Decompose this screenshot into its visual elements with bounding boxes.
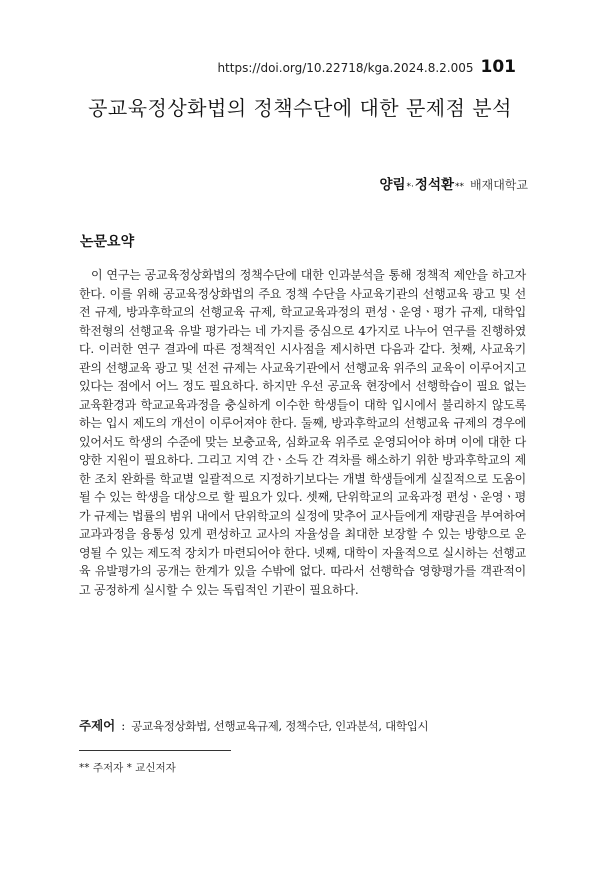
- paper-title: 공교육정상화법의 정책수단에 대한 문제점 분석: [88, 96, 512, 120]
- keywords-text: 공교육정상화법, 선행교육규제, 정책수단, 인과분석, 대학입시: [131, 719, 429, 733]
- doi-link[interactable]: https://doi.org/10.22718/kga.2024.8.2.005: [217, 61, 474, 75]
- keywords-separator: :: [121, 719, 126, 733]
- author-name-2: 정석환: [414, 177, 455, 193]
- abstract-heading: 논문요약: [80, 234, 135, 250]
- keywords-line: [79, 716, 428, 734]
- author-line: [379, 173, 528, 193]
- footnote-divider: [79, 750, 231, 751]
- author-mark-2: **: [455, 182, 465, 192]
- author-mark-1: *·: [406, 182, 414, 192]
- page-number: 101: [480, 57, 516, 77]
- keywords-label: 주제어: [79, 718, 116, 733]
- author-name-1: 양림: [379, 177, 406, 193]
- abstract-body: 이 연구는 공교육정상화법의 정책수단에 대한 인과분석을 통해 정책적 제안을 하고자 한다. 이를 위해 공교육정상화법의 주요 정책 수단을 사교육기관의 선행교육 광고 및 선전 규제, 방과후학교의 선행교육 규제, 학교교육과정의 편성ㆍ운영ㆍ평가 규제, 대학입학전형의 선행교육 유발 평가라는 네 가지를 중심으로 4가지로 나누어 연구를 진행하였다. 이러한 연구 결과에 따른 정책적인 시사점을 제시하면 다음과 같다. 첫째, 사교육기관의 선행교육 광고 및 선전 규제는 사교육기관에서 선행교육 위주의 교육이 이루어지고 있다는 점에서 어느 정도 필요하다. 하지만 우선 공교육 현장에서 선행학습이 필요 없는 교육환경과 학교교육과정을 충실하게 이수한 학생들이 대학 입시에서 불리하지 않도록 하는 입시 제도의 개선이 이루어져야 한다. 둘째, 방과후학교의 선행교육 규제의 경우에 있어서도 학생의 수준에 맞는 보충교육, 심화교육 위주로 운영되어야 하며 이에 대한 다양한 지원이 필요하다. 그리고 지역 간ㆍ소득 간 격차를 해소하기 위한 방과후학교의 제한 조치 완화를 학교별 일괄적으로 지정하기보다는 개별 학생들에게 실질적으로 도움이 될 수 있는 학생을 대상으로 할 필요가 있다. 셋째, 단위학교의 교육과정 편성ㆍ운영ㆍ평가 규제는 법률의 범위 내에서 단위학교의 실정에 맞추어 교사들에게 재량권을 부여하여 교과과정을 융통성 있게 편성하고 교사의 자율성을 최대한 보장할 수 있는 방향으로 운영될 수 있는 제도적 장치가 마련되어야 한다. 넷째, 대학이 자율적으로 실시하는 선행교육 유발평가의 공개는 한계가 있을 수밖에 없다. 따라서 선행학습 영향평가를 객관적이고 공정하게 실시할 수 있는 독립적인 기관이 필요하다.: [79, 268, 526, 597]
- footnote: ** 주저자 * 교신저자: [79, 762, 176, 774]
- page-header: [217, 57, 516, 77]
- affiliation: 배재대학교: [470, 178, 528, 192]
